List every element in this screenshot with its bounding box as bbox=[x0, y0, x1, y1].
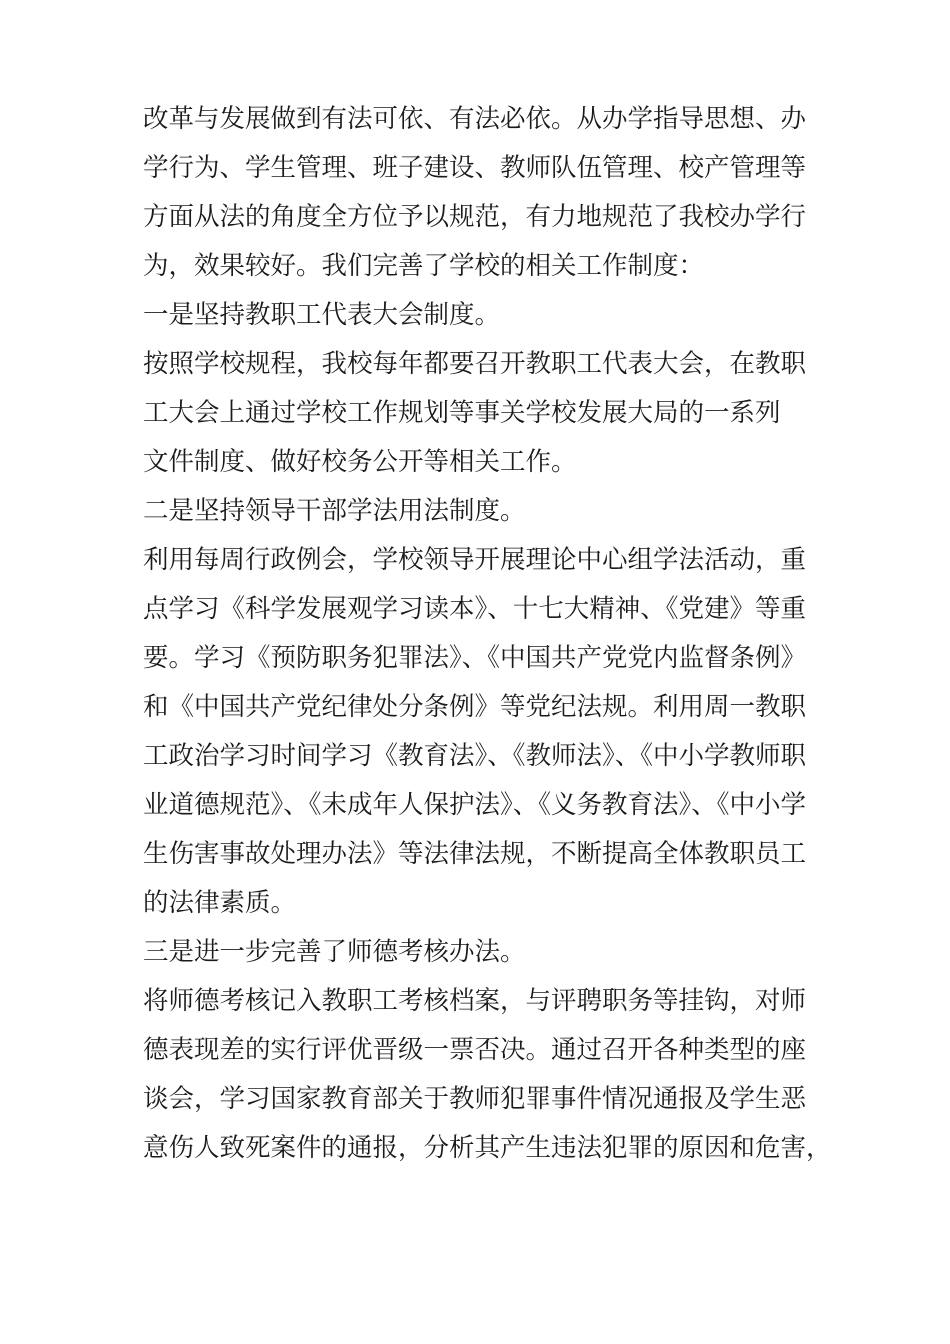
section-heading: 一是坚持教职工代表大会制度。 bbox=[143, 300, 501, 330]
text-line: 意伤人致死案件的通报，分析其产生违法犯罪的原因和危害， bbox=[143, 1133, 832, 1163]
text-line: 学行为、学生管理、班子建设、教师队伍管理、校产管理等 bbox=[143, 153, 807, 183]
text-line: 点学习《科学发展观学习读本》、十七大精神、《党建》等重 bbox=[143, 594, 807, 624]
text-line: 生伤害事故处理办法》等法律法规，不断提高全体教职员工 bbox=[143, 839, 807, 869]
body-text bbox=[143, 95, 832, 1173]
text-line: 改革与发展做到有法可依、有法必依。从办学指导思想、办 bbox=[143, 104, 807, 134]
text-line: 德表现差的实行评优晋级一票否决。通过召开各种类型的座 bbox=[143, 1035, 807, 1065]
text-line: 的法律素质。 bbox=[143, 888, 297, 918]
text-line: 将师德考核记入教职工考核档案，与评聘职务等挂钩，对师 bbox=[143, 986, 807, 1016]
text-line: 工政治学习时间学习《教育法》、《教师法》、《中小学教师职 bbox=[143, 741, 807, 771]
text-line: 业道德规范》、《未成年人保护法》、《义务教育法》、《中小学 bbox=[143, 790, 807, 820]
text-line: 利用每周行政例会，学校领导开展理论中心组学法活动，重 bbox=[143, 545, 807, 575]
section-heading: 二是坚持领导干部学法用法制度。 bbox=[143, 496, 526, 526]
text-line: 为，效果较好。我们完善了学校的相关工作制度： bbox=[143, 251, 705, 281]
text-line: 谈会，学习国家教育部关于教师犯罪事件情况通报及学生恶 bbox=[143, 1084, 807, 1114]
text-line: 按照学校规程，我校每年都要召开教职工代表大会，在教职 bbox=[143, 349, 807, 379]
text-line: 工大会上通过学校工作规划等事关学校发展大局的一系列 bbox=[143, 398, 781, 428]
text-line: 要。学习《预防职务犯罪法》、《中国共产党党内监督条例》 bbox=[143, 643, 807, 673]
section-heading: 三是进一步完善了师德考核办法。 bbox=[143, 937, 526, 967]
text-line: 和《中国共产党纪律处分条例》等党纪法规。利用周一教职 bbox=[143, 692, 807, 722]
text-line: 方面从法的角度全方位予以规范，有力地规范了我校办学行 bbox=[143, 202, 807, 232]
text-line: 文件制度、做好校务公开等相关工作。 bbox=[143, 447, 577, 477]
